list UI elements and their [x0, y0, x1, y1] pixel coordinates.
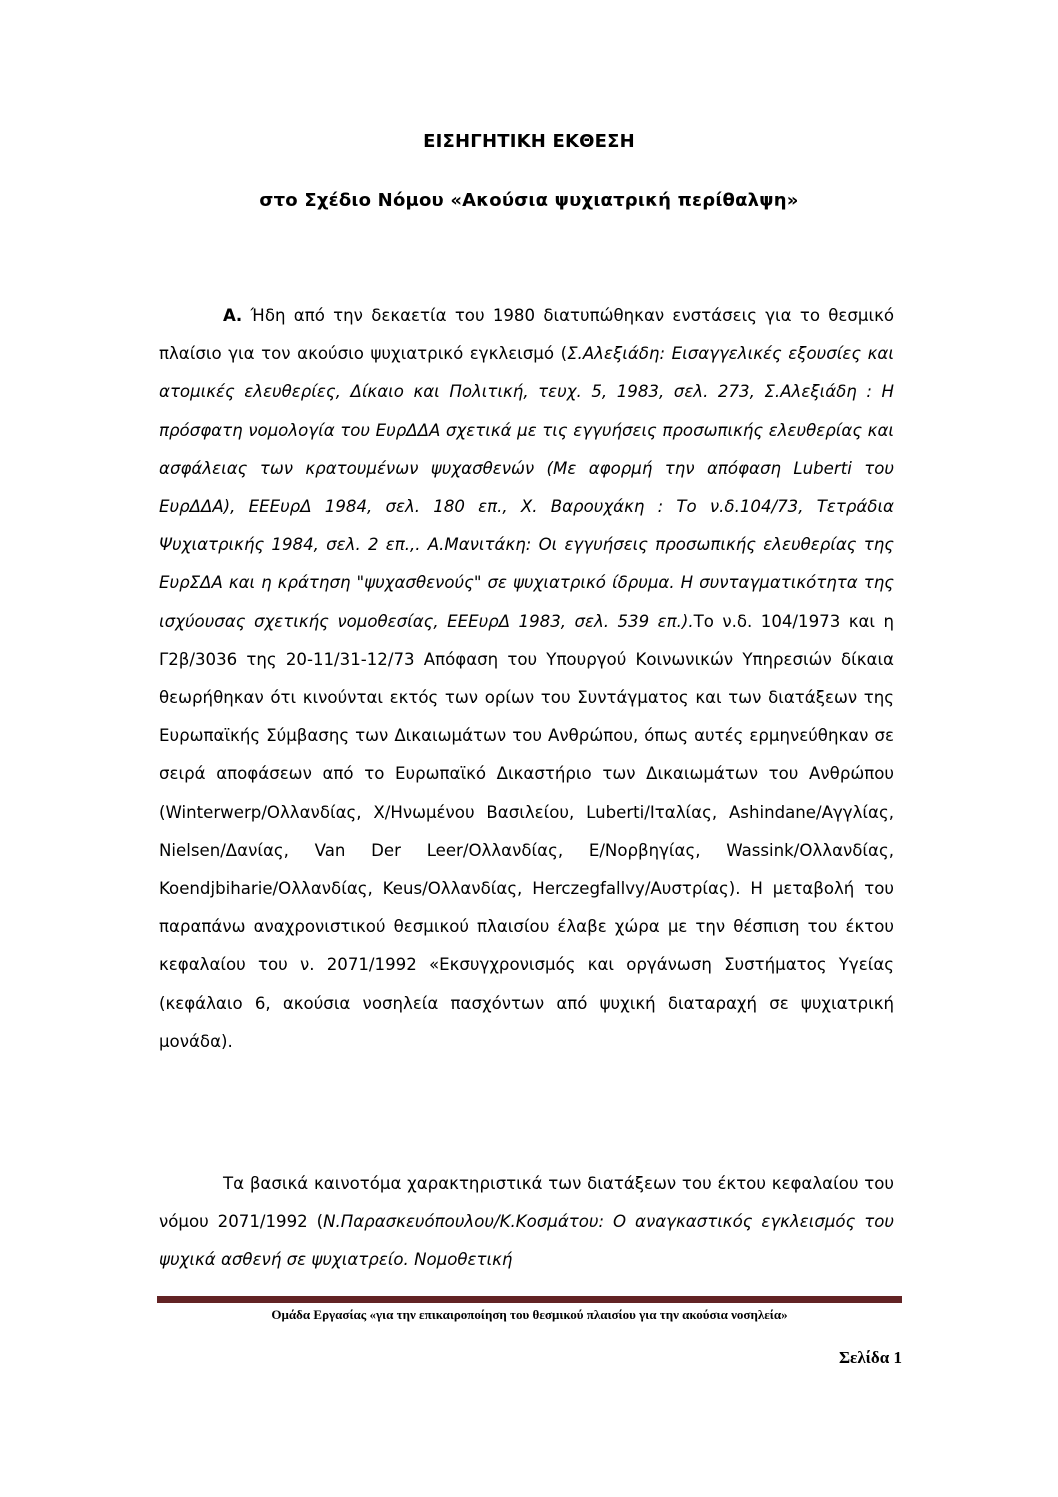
footer-text: Ομάδα Εργασίας «για την επικαιροποίηση του θεσμικού πλαισίου για την ακούσια νοσηλεία»	[271, 1307, 788, 1322]
document-subtitle: στο Σχέδιο Νόμου «Ακούσια ψυχιατρική περίθαλψη»	[259, 190, 799, 211]
section-label: Α.	[223, 306, 243, 325]
paragraph-b-citation: Ν.Παρασκευόπουλου/Κ.Κοσμάτου: Ο αναγκαστικός εγκλεισμός του ψυχικά ασθενή σε ψυχιατρείο. Νομοθετική	[159, 1212, 894, 1270]
paragraph-b-intro: Τα βασικά καινοτόμα χαρακτηριστικά των διατάξεων του έκτου κεφαλαίου του νόμου 2071/1992 (	[159, 1174, 894, 1232]
document-title: ΕΙΣΗΓΗΤΙΚΗ ΕΚΘΕΣΗ	[423, 131, 635, 152]
paragraph-a-rest: Το ν.δ. 104/1973 και η Γ2β/3036 της 20-11/31-12/73 Απόφαση του Υπουργού Κοινωνικών Υπηρεσιών δίκαια θεωρήθηκαν ότι κινούνται εκτός των ορίων του Συντάγματος και των διατάξεων της Ευρωπαϊκής Σύμβασης των Δικαιωμάτων του Ανθρώπου, όπως αυτές ερμηνεύθηκαν σε σειρά αποφάσεων από το Ευρωπαϊκό Δικαστήριο των Δικαιωμάτων του Ανθρώπου (Winterwerp/Ολλανδίας, Χ/Ηνωμένου Βασιλείου, Luberti/Ιταλίας, Ashindane/Αγγλίας, Nielsen/Δανίας, Van Der Leer/Ολλανδίας, E/Νορβηγίας, Wassink/Ολλανδίας, Koendjbiharie/Ολλανδίας, Keus/Ολλανδίας, Herczegfallvy/Αυστρίας). Η μεταβολή του παραπάνω αναχρονιστικού θεσμικού πλαισίου έλαβε χώρα με την θέσπιση του έκτου κεφαλαίου του ν. 2071/1992 «Εκσυγχρονισμός και οργάνωση Συστήματος Υγείας (κεφάλαιο 6, ακούσια νοσηλεία πασχόντων από ψυχική διαταραχή σε ψυχιατρική μονάδα).	[159, 611, 895, 1051]
footer-divider	[157, 1296, 902, 1303]
paragraph-b	[159, 1165, 894, 1280]
paragraph-a-intro: Ήδη από την δεκαετία του 1980 διατυπώθηκαν ενστάσεις για το θεσμικό πλαίσιο για τον ακούσιο ψυχιατρικό εγκλεισμό (	[159, 306, 894, 364]
paragraph-a	[159, 297, 894, 1061]
paragraph-a-citations: Σ.Αλεξιάδη: Εισαγγελικές εξουσίες και ατομικές ελευθερίες, Δίκαιο και Πολιτική, τευχ. 5, 1983, σελ. 273, Σ.Αλεξιάδη : Η πρόσφατη νομολογία του ΕυρΔΔΑ σχετικά με τις εγγυήσεις προσωπικής ελευθερίας και ασφάλειας των κρατουμένων ψυχασθενών (Με αφορμή την απόφαση Luberti του ΕυρΔΔΑ), ΕΕΕυρΔ 1984, σελ. 180 επ., Χ. Βαρουχάκη : Το ν.δ.104/73, Τετράδια Ψυχιατρικής 1984, σελ. 2 επ.,. Α.Μανιτάκη: Οι εγγυήσεις προσωπικής ελευθερίας της ΕυρΣΔΑ και η κράτηση "ψυχασθενούς" σε ψυχιατρικό ίδρυμα. Η συνταγματικότητα της ισχύουσας σχετικής νομοθεσίας, ΕΕΕυρΔ 1983, σελ. 539 επ.).	[159, 344, 894, 631]
page-number: Σελίδα 1	[838, 1348, 902, 1367]
